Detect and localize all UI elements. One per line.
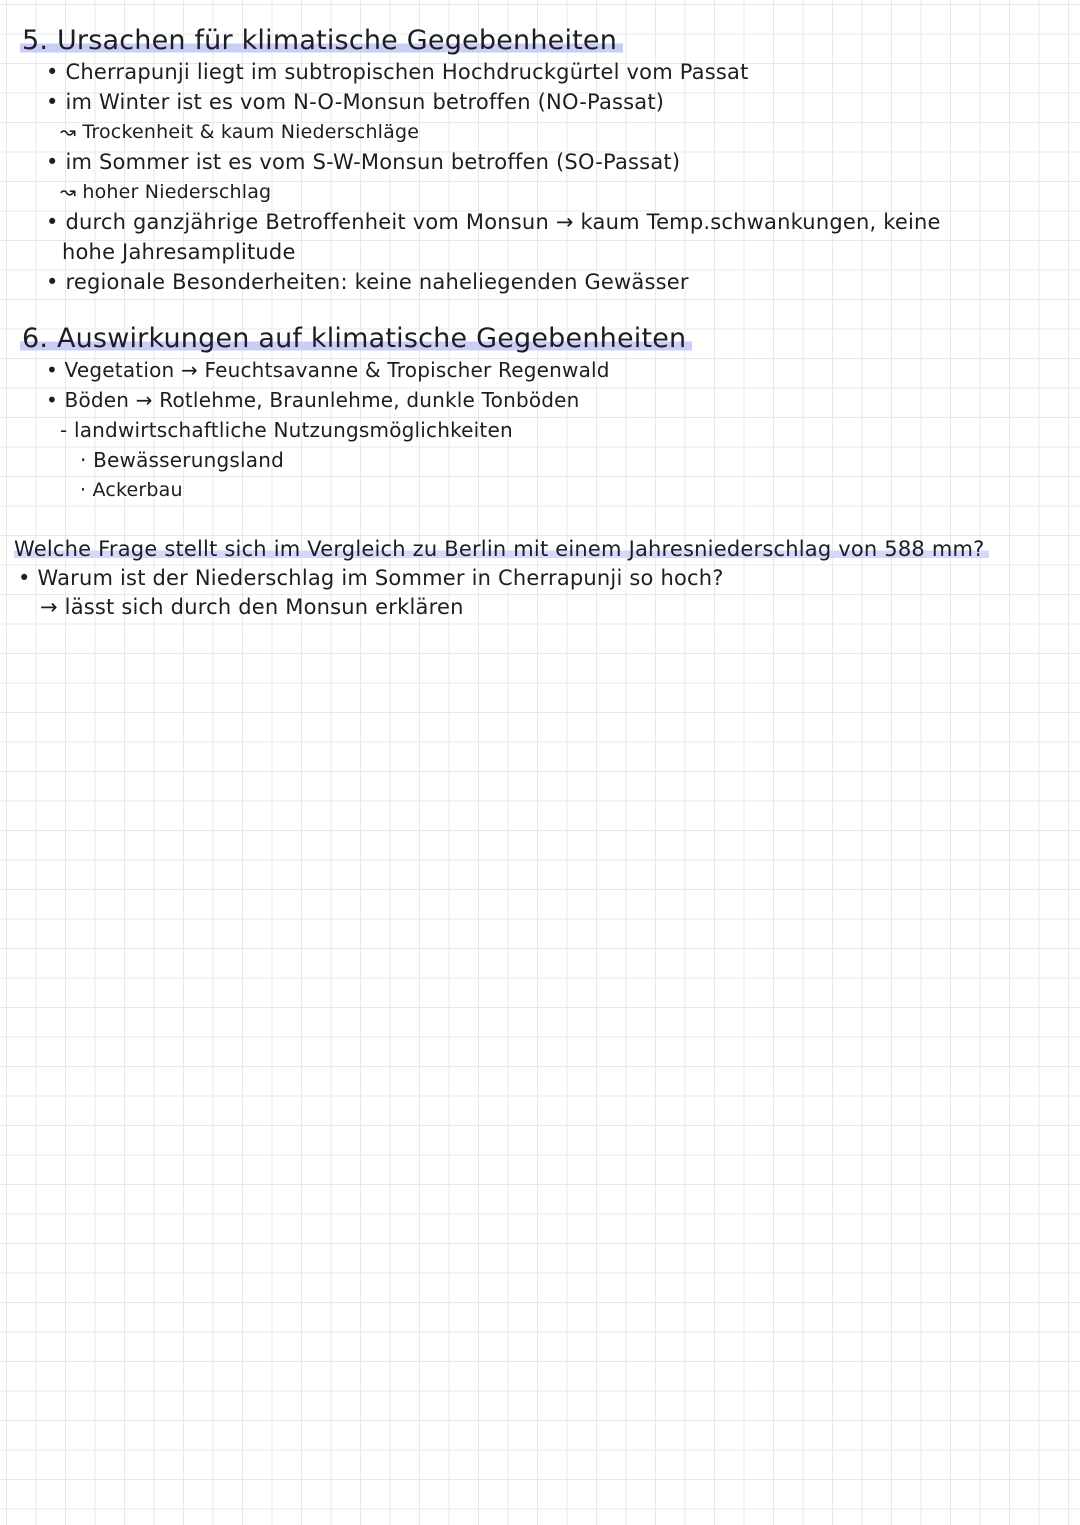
section-5-line-3: ↝ Trockenheit & kaum Niederschläge bbox=[60, 121, 420, 143]
section-6-line-5: · Ackerbau bbox=[80, 479, 183, 501]
section-5-heading: 5. Ursachen für klimatische Gegebenheiten bbox=[20, 24, 623, 58]
section-5-line-1: • Cherrapunji liegt im subtropischen Hochdruckgürtel vom Passat bbox=[46, 60, 749, 84]
section-5-line-5: ↝ hoher Niederschlag bbox=[60, 181, 272, 203]
section-6-line-2: • Böden → Rotlehme, Braunlehme, dunkle Tonböden bbox=[46, 388, 580, 412]
section-6-line-1: • Vegetation → Feuchtsavanne & Tropischer Regenwald bbox=[46, 358, 610, 382]
question-answer: → lässt sich durch den Monsun erklären bbox=[40, 595, 464, 619]
question-bullet: • Warum ist der Niederschlag im Sommer in Cherrapunji so hoch? bbox=[18, 566, 724, 590]
section-6-line-4: · Bewässerungsland bbox=[80, 448, 284, 472]
section-5-line-8: • regionale Besonderheiten: keine naheliegenden Gewässer bbox=[46, 270, 689, 294]
comparison-question: Welche Frage stellt sich im Vergleich zu Berlin mit einem Jahresniederschlag von 588 mm? bbox=[14, 535, 989, 563]
section-6-heading: 6. Auswirkungen auf klimatische Gegebenheiten bbox=[20, 322, 692, 356]
section-5-line-6: • durch ganzjährige Betroffenheit vom Monsun → kaum Temp.schwankungen, keine bbox=[46, 210, 941, 234]
section-5-line-2: • im Winter ist es vom N-O-Monsun betroffen (NO-Passat) bbox=[46, 90, 665, 114]
section-5-line-7: hohe Jahresamplitude bbox=[62, 240, 296, 264]
section-5-line-4: • im Sommer ist es vom S-W-Monsun betroffen (SO-Passat) bbox=[46, 150, 681, 174]
section-6-line-3: - landwirtschaftliche Nutzungsmöglichkeiten bbox=[60, 418, 513, 442]
